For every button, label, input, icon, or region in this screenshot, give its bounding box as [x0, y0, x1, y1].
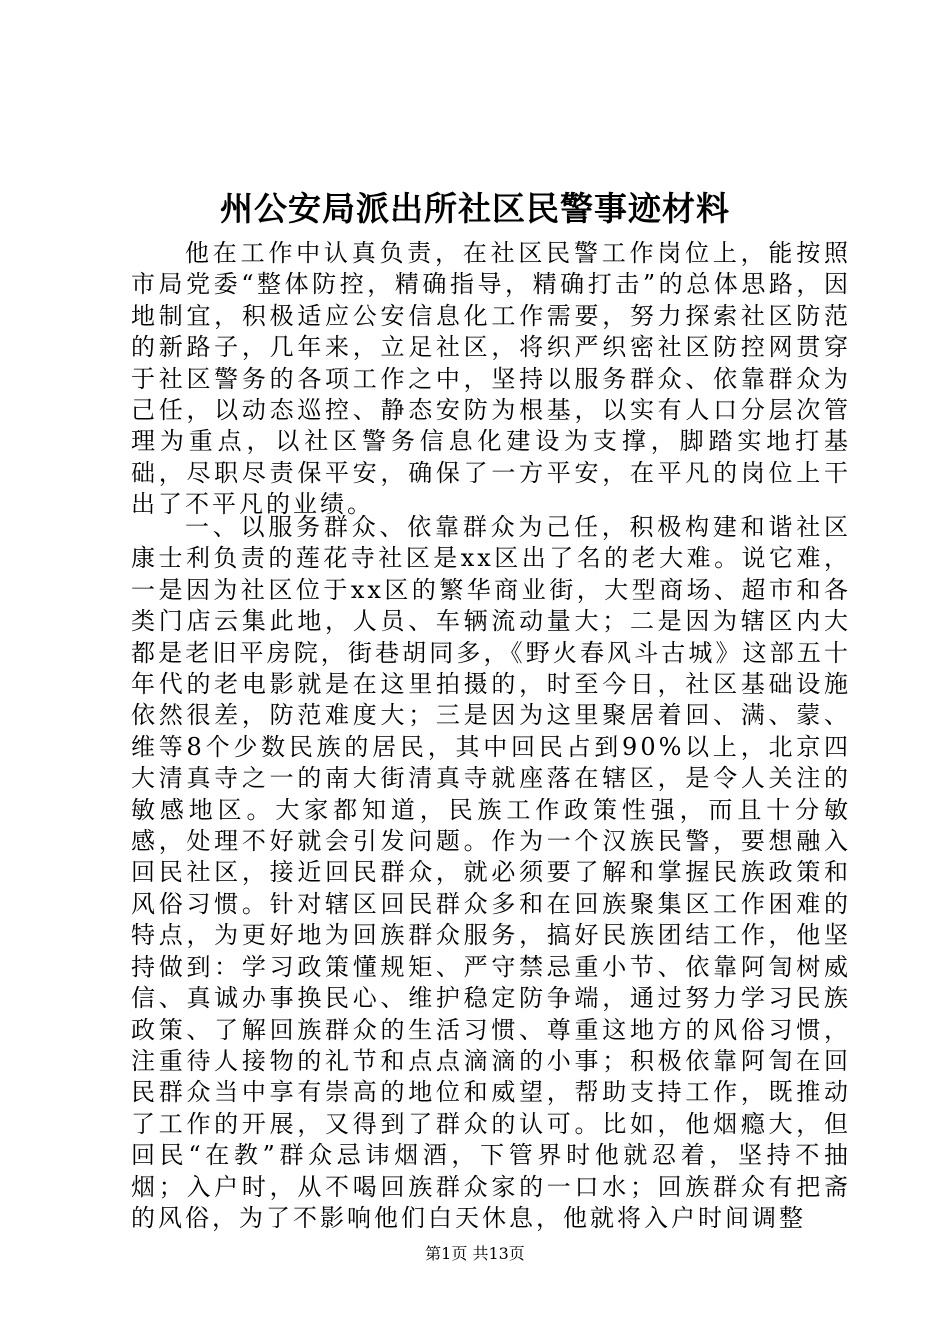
document-title: 州公安局派出所社区民警事迹材料 — [220, 189, 730, 228]
body-paragraph-1: 他在工作中认真负责，在社区民警工作岗位上，能按照市局党委“整体防控，精确指导，精确打击”的总体思路，因地制宜，积极适应公安信息化工作需要，努力探索社区防范的新路子，几年来，立足社区，将织严织密社区防控网贯穿于社区警务的各项工作之中，坚持以服务群众、依靠群众为己任，以动态巡控、静态安防为根基，以实有人口分层次管理为重点，以社区警务信息化建设为支撑，脚踏实地打基础，尽职尽责保平安，确保了一方平安，在平凡的岗位上干出了不平凡的业绩。 — [131, 239, 851, 519]
body-paragraph-2: 一、以服务群众、依靠群众为己任，积极构建和谐社区康士利负责的莲花寺社区是xx区出了名的老大难。说它难，一是因为社区位于xx区的繁华商业街，大型商场、超市和各类门店云集此地，人员、车辆流动量大；二是因为辖区内大都是老旧平房院，街巷胡同多，《野火春风斗古城》这部五十年代的老电影就是在这里拍摄的，时至今日，社区基础设施依然很差，防范难度大；三是因为这里聚居着回、满、蒙、维等8个少数民族的居民，其中回民占到90%以上，北京四大清真寺之一的南大街清真寺就座落在辖区，是令人关注的敏感地区。大家都知道，民族工作政策性强，而且十分敏感，处理不好就会引发问题。作为一个汉族民警，要想融入回民社区，接近回民群众，就必须要了解和掌握民族政策和风俗习惯。针对辖区回民群众多和在回族聚集区工作困难的特点，为更好地为回族群众服务，搞好民族团结工作，他坚持做到：学习政策懂规矩、严守禁忌重小节、依靠阿訇树威信、真诚办事换民心、维护稳定防争端，通过努力学习民族政策、了解回族群众的生活习惯、尊重这地方的风俗习惯，注重待人接物的礼节和点点滴滴的小事；积极依靠阿訇在回民群众当中享有崇高的地位和威望，帮助支持工作，既推动了工作的开展，又得到了群众的认可。比如，他烟瘾大，但回民“在教”群众忌讳烟酒，下管界时他就忍着，坚持不抽烟；入户时，从不喝回族群众家的一口水；回族群众有把斋的风俗，为了不影响他们白天休息，他就将入户时间调整 — [131, 513, 851, 1232]
page-number-footer: 第1页 共13页 — [425, 1244, 525, 1263]
